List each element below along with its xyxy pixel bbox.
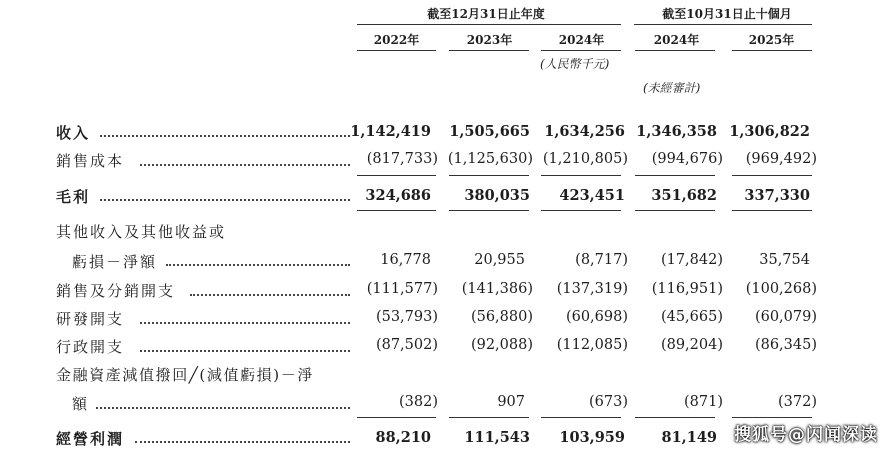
- year-rule-2024-ten-months: [635, 50, 715, 51]
- subtotal-rule: [541, 175, 621, 176]
- row-label-revenue: 收入: [56, 124, 91, 142]
- cost-of-sales-2024: (1,210,805): [542, 151, 628, 167]
- year-rule-2025-ten-months: [732, 50, 812, 51]
- revenue-2023: 1,505,665: [449, 123, 530, 140]
- cost-of-sales-2023: (1,125,630): [447, 151, 533, 167]
- cost-of-sales-2025-ten-months: (969,492): [745, 151, 817, 167]
- currency-unit-note: (人民幣千元): [540, 57, 610, 71]
- revenue-2024-ten-months: 1,346,358: [636, 123, 717, 140]
- leader-dots: [96, 407, 350, 409]
- subtotal-rule: [541, 417, 621, 418]
- rnd-2024: (60,698): [565, 309, 628, 325]
- selling-distribution-2023: (141,386): [461, 281, 533, 297]
- gross-profit-2025-ten-months: 337,330: [744, 187, 810, 204]
- gross-profit-2022: 324,686: [365, 187, 431, 204]
- other-income-2025-ten-months: 35,754: [759, 252, 810, 268]
- rnd-2023: (56,880): [470, 309, 533, 325]
- impairment-2024: (673): [589, 394, 628, 410]
- revenue-2022: 1,142,419: [350, 123, 431, 140]
- row-label-rnd: 研發開支: [56, 310, 125, 328]
- unaudited-note: (未經審計): [643, 81, 701, 95]
- selling-distribution-2024: (137,319): [556, 281, 628, 297]
- gross-profit-2024-ten-months: 351,682: [651, 187, 717, 204]
- year-header-2024-ten-months: 2024年: [653, 33, 700, 47]
- administrative-2024-ten-months: (89,204): [660, 337, 723, 353]
- cost-of-sales-2024-ten-months: (994,676): [651, 151, 723, 167]
- gross-profit-2024: 423,451: [559, 187, 625, 204]
- year-header-2023: 2023年: [466, 33, 513, 47]
- subtotal-rule: [357, 417, 436, 418]
- row-label-operating-profit: 經營利潤: [56, 430, 125, 448]
- subtotal-rule: [541, 210, 621, 211]
- row-label-impairment: 金融資產減值撥回╱(減值虧損)－淨: [56, 366, 314, 384]
- operating-profit-2024: 103,959: [559, 429, 625, 446]
- impairment-2022: (382): [399, 394, 438, 410]
- watermark: 搜狐号@闪闻深读: [734, 425, 878, 445]
- subtotal-rule: [449, 417, 529, 418]
- operating-profit-2024-ten-months: 81,149: [661, 429, 717, 446]
- impairment-2024-ten-months: (871): [684, 394, 723, 410]
- year-rule-2022: [357, 50, 436, 51]
- year-header-2025-ten-months: 2025年: [748, 33, 795, 47]
- row-label-other-income: 其他收入及其他收益或: [56, 223, 227, 241]
- administrative-2022: (87,502): [375, 337, 438, 353]
- row-label-selling-distribution: 銷售及分銷開支: [56, 282, 176, 300]
- row-label-other-income-cont: 虧損－淨額: [72, 253, 158, 271]
- subtotal-rule: [635, 417, 715, 418]
- rnd-2025-ten-months: (60,079): [754, 309, 817, 325]
- ten-month-group-header: 截至10月31日止十個月: [662, 7, 792, 21]
- year-rule-2024: [541, 50, 621, 51]
- revenue-2025-ten-months: 1,306,822: [729, 123, 810, 140]
- row-label-impairment-cont: 額: [72, 395, 90, 413]
- subtotal-rule: [357, 210, 436, 211]
- administrative-2024: (112,085): [556, 337, 628, 353]
- cost-of-sales-2022: (817,733): [366, 151, 438, 167]
- year-group-header: 截至12月31日止年度: [427, 7, 545, 21]
- revenue-2024: 1,634,256: [544, 123, 625, 140]
- impairment-2025-ten-months: (372): [778, 394, 817, 410]
- rnd-2024-ten-months: (45,665): [660, 309, 723, 325]
- row-label-cost-of-sales: 銷售成本: [56, 152, 125, 170]
- subtotal-rule: [357, 175, 436, 176]
- selling-distribution-2025-ten-months: (100,268): [745, 281, 817, 297]
- year-group-rule: [357, 24, 621, 25]
- other-income-2024: (8,717): [575, 252, 628, 268]
- subtotal-rule: [449, 210, 529, 211]
- selling-distribution-2024-ten-months: (116,951): [651, 281, 723, 297]
- row-label-gross-profit: 毛利: [56, 188, 91, 206]
- administrative-2023: (92,088): [470, 337, 533, 353]
- other-income-2024-ten-months: (17,842): [660, 252, 723, 268]
- operating-profit-2023: 111,543: [464, 429, 530, 446]
- subtotal-rule: [732, 210, 812, 211]
- administrative-2025-ten-months: (86,345): [754, 337, 817, 353]
- subtotal-rule: [449, 175, 529, 176]
- operating-profit-2022: 88,210: [375, 429, 431, 446]
- year-rule-2023: [449, 50, 529, 51]
- impairment-2023: 907: [497, 394, 525, 410]
- row-label-administrative: 行政開支: [56, 338, 125, 356]
- rnd-2022: (53,793): [375, 309, 438, 325]
- year-header-2022: 2022年: [373, 33, 420, 47]
- other-income-2023: 20,955: [474, 252, 525, 268]
- other-income-2022: 16,778: [380, 252, 431, 268]
- year-header-2024: 2024年: [558, 33, 605, 47]
- ten-month-group-rule: [634, 24, 812, 25]
- subtotal-rule: [732, 175, 812, 176]
- subtotal-rule: [732, 417, 812, 418]
- selling-distribution-2022: (111,577): [366, 281, 438, 297]
- gross-profit-2023: 380,035: [464, 187, 530, 204]
- subtotal-rule: [635, 210, 715, 211]
- subtotal-rule: [635, 175, 715, 176]
